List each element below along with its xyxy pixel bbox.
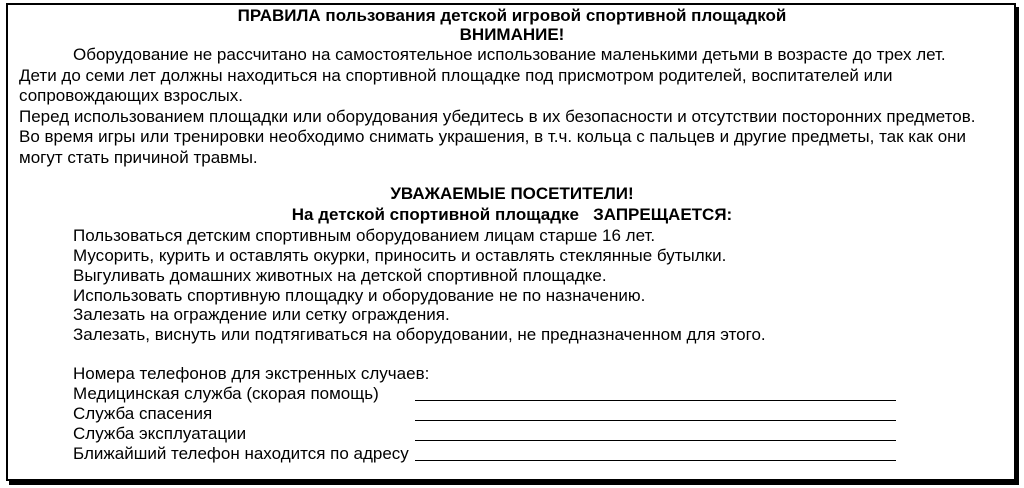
- intro-line: Дети до семи лет должны находиться на спортивной площадке под присмотром родителей, воспитателей или: [19, 66, 893, 85]
- phone-blank-line: [415, 440, 896, 441]
- prohibited-item: Мусорить, курить и оставлять окурки, приносить и оставлять стеклянные бутылки.: [73, 246, 727, 265]
- phone-blank-line: [415, 400, 896, 401]
- phone-blank-line: [415, 420, 896, 421]
- prohibited-item: Залезать, виснуть или подтягиваться на оборудовании, не предназначенном для этого.: [73, 325, 766, 344]
- document-title: ПРАВИЛА пользования детской игровой спортивной площадкой: [237, 6, 787, 25]
- visitors-heading: УВАЖАЕМЫЕ ПОСЕТИТЕЛИ!: [390, 184, 634, 203]
- intro-line: Во время игры или тренировки необходимо снимать украшения, в т.ч. кольца с пальцев и другие предметы, так как они: [19, 127, 967, 146]
- phones-heading: Номера телефонов для экстренных случаев:: [73, 364, 430, 383]
- attention-heading: ВНИМАНИЕ!: [459, 25, 565, 44]
- prohibited-heading: На детской спортивной площадке ЗАПРЕЩАЕТСЯ:: [291, 205, 733, 224]
- intro-line: Перед использованием площадки или оборудования убедитесь в их безопасности и отсутствии посторонних предметов.: [19, 107, 976, 126]
- phone-label-medical: Медицинская служба (скорая помощь): [73, 384, 379, 403]
- phone-label-maintenance: Служба эксплуатации: [73, 424, 247, 443]
- phone-blank-line: [415, 460, 896, 461]
- intro-line: Оборудование не рассчитано на самостоятельное использование маленькими детьми в возрасте до трех лет.: [73, 45, 946, 64]
- prohibited-item: Выгуливать домашних животных на детской спортивной площадке.: [73, 266, 607, 285]
- phone-label-nearest: Ближайший телефон находится по адресу: [73, 444, 409, 463]
- intro-line: могут стать причиной травмы.: [19, 148, 258, 167]
- prohibited-item: Использовать спортивную площадку и оборудование не по назначению.: [73, 286, 646, 305]
- phone-label-rescue: Служба спасения: [73, 404, 213, 423]
- prohibited-item: Пользоваться детским спортивным оборудованием лицам старше 16 лет.: [73, 226, 656, 245]
- prohibited-item: Залезать на ограждение или сетку ограждения.: [73, 305, 450, 324]
- intro-line: сопровождающих взрослых.: [19, 86, 243, 105]
